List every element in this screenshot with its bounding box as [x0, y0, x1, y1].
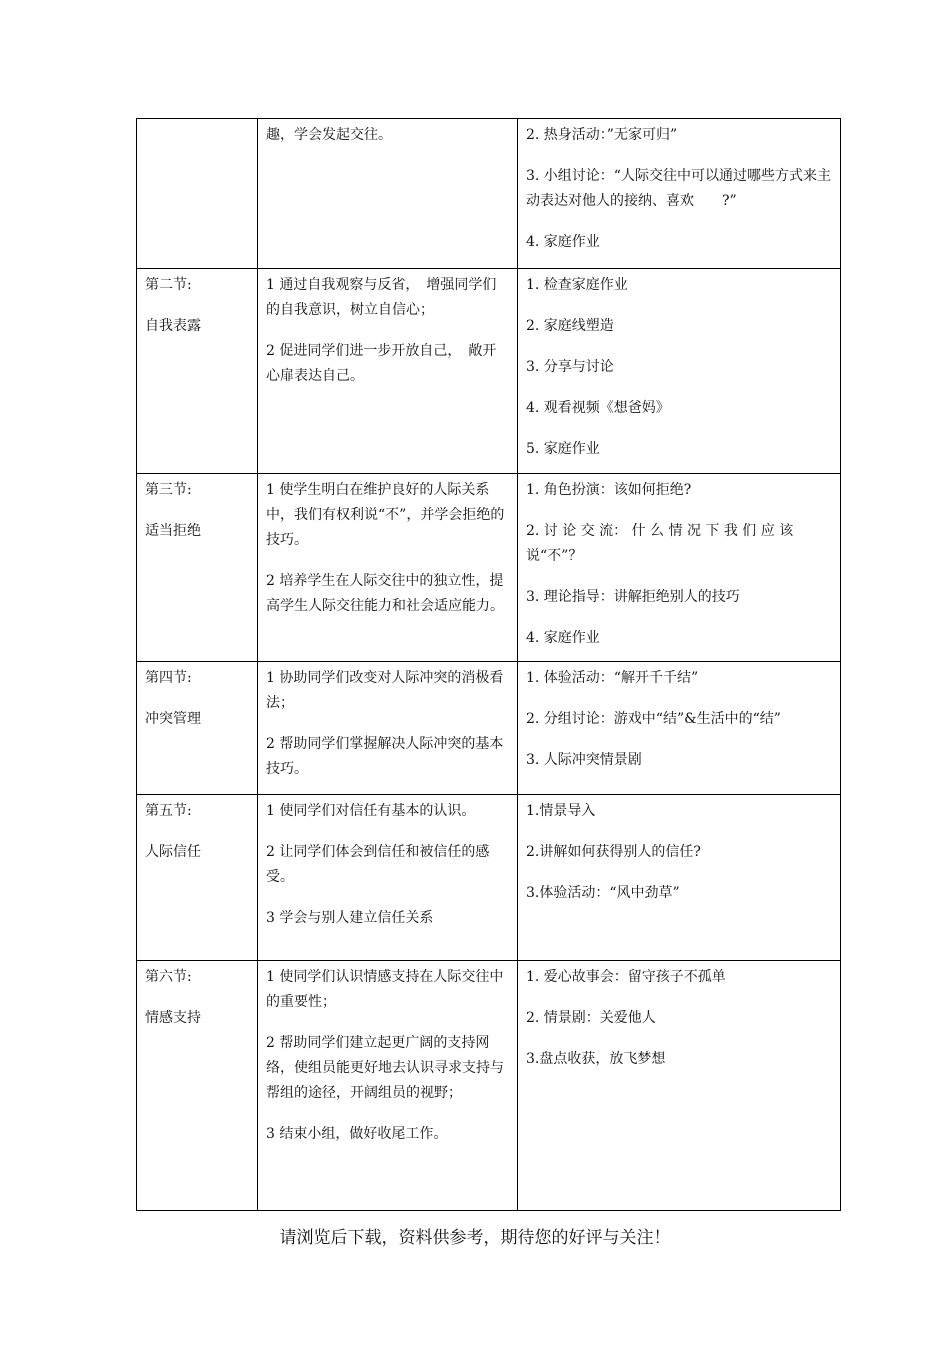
goal-text: 1 使学生明白在维护良好的人际关系中，我们有权利说“不”，并学会拒绝的技巧。 — [266, 482, 505, 548]
section-number: 第二节: — [145, 277, 192, 293]
section-topic: 人际信任 — [145, 844, 201, 860]
table-row — [137, 662, 841, 795]
goals-cell — [258, 961, 518, 1211]
section-topic: 自我表露 — [145, 318, 201, 334]
activity-text: 5. 家庭作业 — [526, 441, 600, 457]
activity-text: 4. 家庭作业 — [526, 234, 600, 250]
section-cell — [137, 269, 258, 474]
activity-text: 1. 角色扮演：该如何拒绝? — [526, 482, 692, 498]
activities-cell — [518, 119, 841, 269]
goals-cell — [258, 474, 518, 662]
activities-cell — [518, 269, 841, 474]
activity-text: 4. 家庭作业 — [526, 630, 600, 646]
activity-text: 1. 体验活动：“解开千千结” — [526, 670, 699, 686]
activity-text: 1. 检查家庭作业 — [526, 277, 628, 293]
activity-text: 2.讲解如何获得别人的信任? — [526, 844, 701, 860]
goal-text: 2 培养学生在人际交往中的独立性，提高学生人际交往能力和社会适应能力。 — [266, 573, 504, 614]
table-row — [137, 474, 841, 662]
section-number: 第三节: — [145, 482, 192, 498]
goals-cell — [258, 795, 518, 961]
section-number: 第四节: — [145, 670, 192, 686]
activity-text: 3. 分享与讨论 — [526, 359, 614, 375]
goal-text: 3 结束小组，做好收尾工作。 — [266, 1126, 448, 1142]
activity-text: 2. 热身活动：”无家可归” — [526, 127, 678, 143]
goal-text: 3 学会与别人建立信任关系 — [266, 910, 434, 926]
activity-text: 2. 分组讨论：游戏中“结”&生活中的“结” — [526, 711, 781, 727]
activity-text: 3.体验活动：“风中劲草” — [526, 885, 680, 901]
activity-text: 3. 人际冲突情景剧 — [526, 752, 642, 768]
section-topic: 冲突管理 — [145, 711, 201, 727]
activities-cell — [518, 795, 841, 961]
section-topic: 适当拒绝 — [145, 523, 201, 539]
goal-text: 1 使同学们认识情感支持在人际交往中的重要性； — [266, 969, 504, 1010]
table-row — [137, 269, 841, 474]
activity-text: 1.情景导入 — [526, 803, 596, 819]
section-number: 第五节: — [145, 803, 192, 819]
goal-text: 趣，学会发起交往。 — [266, 127, 392, 143]
table-row — [137, 795, 841, 961]
section-cell — [137, 795, 258, 961]
activity-text: 2. 情景剧：关爱他人 — [526, 1010, 656, 1026]
section-topic: 情感支持 — [145, 1010, 201, 1026]
activity-text: 1. 爱心故事会：留守孩子不孤单 — [526, 969, 726, 985]
activity-text: 2. 家庭线塑造 — [526, 318, 614, 334]
section-cell — [137, 961, 258, 1211]
activities-cell — [518, 474, 841, 662]
activity-text: 2. 讨 论 交 流： 什 么 情 况 下 我 们 应 该 说“不”？ — [526, 523, 794, 564]
goals-cell — [258, 662, 518, 795]
goal-text: 2 促进同学们进一步开放自己， 敞开心扉表达自己。 — [266, 343, 497, 384]
activities-cell — [518, 961, 841, 1211]
section-cell — [137, 474, 258, 662]
table-row — [137, 119, 841, 269]
activity-text: 3. 小组讨论：“人际交往中可以通过哪些方式来主动表达对他人的接纳、喜欢 ?” — [526, 168, 831, 209]
table-row — [137, 961, 841, 1211]
goal-text: 2 帮助同学们建立起更广阔的支持网络，使组员能更好地去认识寻求支持与帮组的途径，开阔组员的视野； — [266, 1035, 504, 1101]
section-cell — [137, 119, 258, 269]
activity-text: 4. 观看视频《想爸妈》 — [526, 400, 670, 416]
section-cell — [137, 662, 258, 795]
goal-text: 2 帮助同学们掌握解决人际冲突的基本技巧。 — [266, 736, 504, 777]
goals-cell — [258, 119, 518, 269]
activity-text: 3.盘点收获，放飞梦想 — [526, 1051, 666, 1067]
goal-text: 1 协助同学们改变对人际冲突的消极看法； — [266, 670, 504, 711]
goal-text: 1 通过自我观察与反省， 增强同学们的自我意识，树立自信心； — [266, 277, 497, 318]
footer-note: 请浏览后下载，资料供参考，期待您的好评与关注！ — [279, 1228, 671, 1248]
activities-cell — [518, 662, 841, 795]
activity-text: 3. 理论指导：讲解拒绝别人的技巧 — [526, 589, 740, 605]
goal-text: 2 让同学们体会到信任和被信任的感受。 — [266, 844, 490, 885]
goal-text: 1 使同学们对信任有基本的认识。 — [266, 803, 476, 819]
section-number: 第六节: — [145, 969, 192, 985]
goals-cell — [258, 269, 518, 474]
session-plan-table — [136, 118, 841, 1211]
